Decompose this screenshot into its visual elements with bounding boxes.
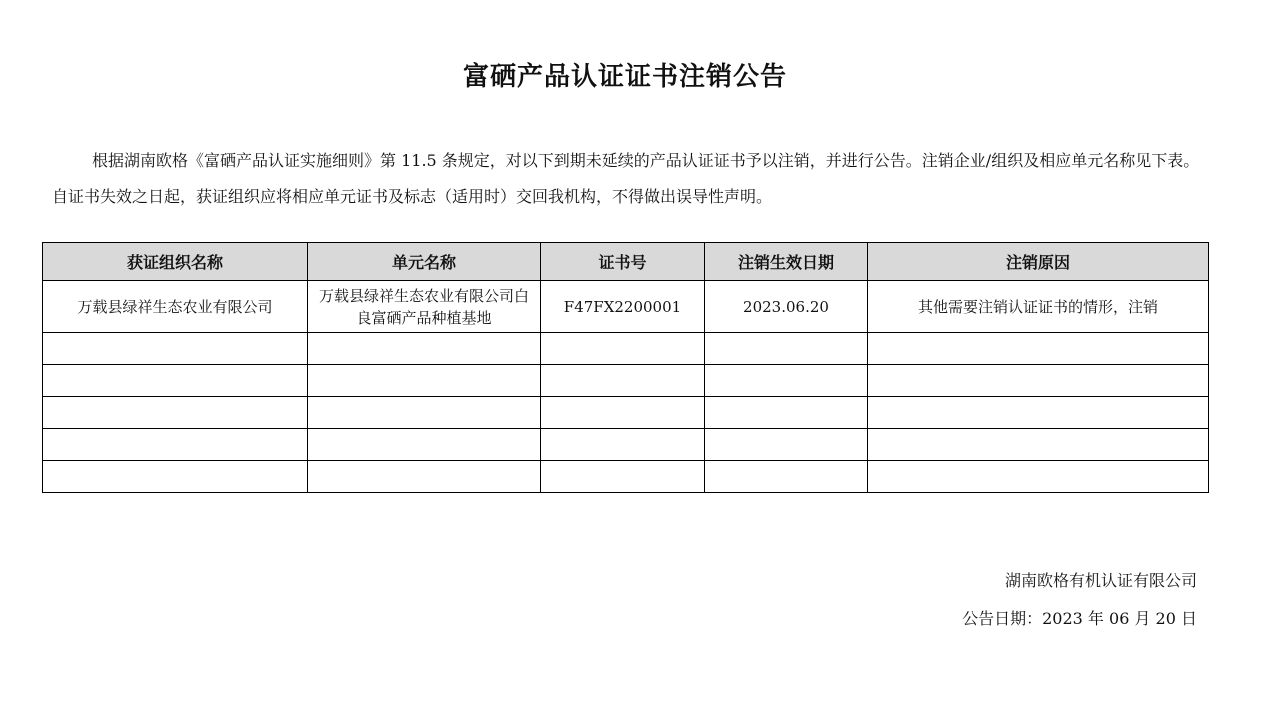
cell-cert-no: F47FX2200001	[541, 281, 705, 333]
page-title: 富硒产品认证证书注销公告	[462, 62, 787, 92]
empty-cell	[868, 429, 1209, 461]
cell-reason: 其他需要注销认证证书的情形，注销	[868, 281, 1209, 333]
empty-cell	[705, 397, 868, 429]
empty-row	[43, 397, 1209, 429]
empty-cell	[868, 461, 1209, 493]
cell-org: 万载县绿祥生态农业有限公司	[43, 281, 308, 333]
header-reason: 注销原因	[868, 243, 1209, 281]
empty-cell	[308, 397, 541, 429]
empty-cell	[43, 365, 308, 397]
empty-cell	[43, 397, 308, 429]
header-date: 注销生效日期	[705, 243, 868, 281]
empty-row	[43, 429, 1209, 461]
empty-row	[43, 333, 1209, 365]
empty-cell	[541, 429, 705, 461]
empty-cell	[308, 365, 541, 397]
empty-cell	[705, 429, 868, 461]
cell-unit: 万载县绿祥生态农业有限公司白良富硒产品种植基地	[308, 281, 541, 333]
header-org: 获证组织名称	[43, 243, 308, 281]
empty-cell	[868, 397, 1209, 429]
certificate-table	[42, 242, 1209, 493]
empty-cell	[541, 397, 705, 429]
empty-cell	[308, 333, 541, 365]
table-header-row	[43, 243, 1209, 281]
empty-cell	[541, 365, 705, 397]
empty-cell	[308, 429, 541, 461]
empty-cell	[868, 365, 1209, 397]
empty-cell	[868, 333, 1209, 365]
empty-row	[43, 461, 1209, 493]
empty-row	[43, 365, 1209, 397]
empty-cell	[43, 461, 308, 493]
announcement-date: 公告日期：2023 年 06 月 20 日	[962, 609, 1197, 628]
empty-cell	[308, 461, 541, 493]
header-cert-no: 证书号	[541, 243, 705, 281]
table-row	[43, 281, 1209, 333]
empty-cell	[705, 365, 868, 397]
empty-cell	[705, 333, 868, 365]
empty-cell	[43, 429, 308, 461]
cell-date: 2023.06.20	[705, 281, 868, 333]
issuer-name: 湖南欧格有机认证有限公司	[1004, 571, 1197, 590]
intro-paragraph: 根据湖南欧格《富硒产品认证实施细则》第 11.5 条规定，对以下到期未延续的产品认证证书予以注销，并进行公告。注销企业/组织及相应单元名称见下表。自证书失效之日起，获证组织应将相应单元证书及标志（适用时）交回我机构，不得做出误导性声明。	[52, 151, 1200, 206]
empty-cell	[541, 333, 705, 365]
empty-cell	[541, 461, 705, 493]
empty-cell	[43, 333, 308, 365]
header-unit: 单元名称	[308, 243, 541, 281]
empty-cell	[705, 461, 868, 493]
